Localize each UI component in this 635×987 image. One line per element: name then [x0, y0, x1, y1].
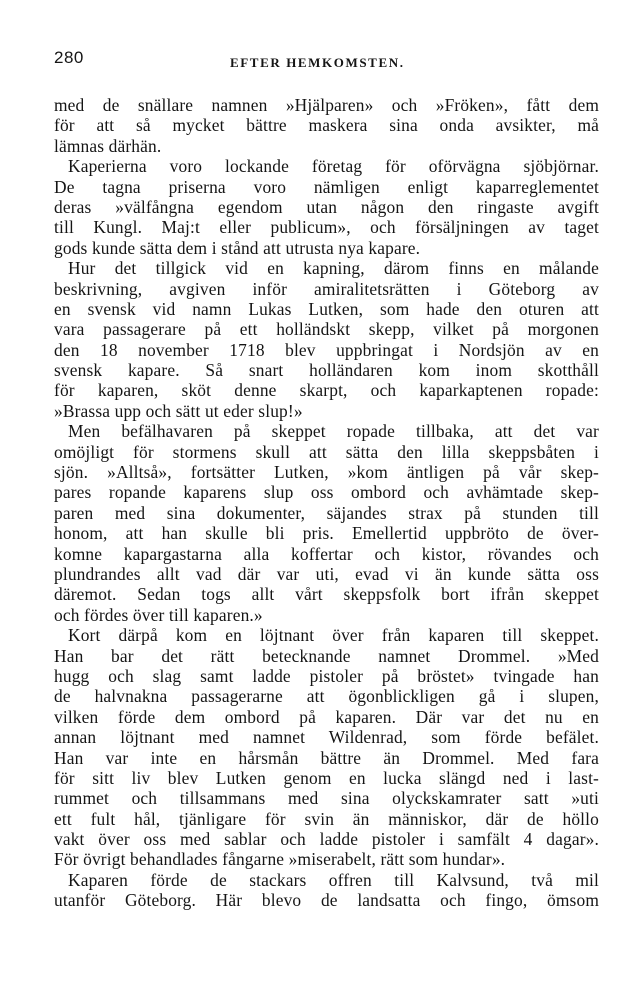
- text-line: beskrivning, avgiven inför amiralitetsrätten i Göteborg av: [54, 278, 599, 299]
- text-line: vara passagerare på ett holländskt skepp, vilket på morgonen: [54, 319, 599, 340]
- text-line: den 18 november 1718 blev uppbringat i Nordsjön av en: [54, 339, 599, 360]
- text-line: »Brassa upp och sätt ut eder slup!»: [54, 400, 303, 421]
- body-text: [54, 95, 599, 911]
- text-line: De tagna priserna voro nämligen enligt kaparreglementet: [54, 176, 599, 197]
- text-line: Kaparen förde de stackars offren till Kalvsund, två mil: [68, 869, 599, 890]
- text-line: sjön. »Alltså», fortsätter Lutken, »kom äntligen på vår skep-: [54, 462, 599, 483]
- text-line: rummet och tillsammans med sina olyckskamrater satt »uti: [54, 788, 599, 809]
- text-line: pares ropande kaparens slup oss ombord och avhämtade skep-: [54, 482, 599, 503]
- text-line: för att så mycket bättre maskera sina onda avsikter, må: [54, 115, 599, 136]
- text-line: Kort därpå kom en löjtnant över från kaparen till skeppet.: [68, 625, 599, 646]
- text-line: Han bar det rätt betecknande namnet Drommel. »Med: [54, 645, 599, 666]
- text-line: Hur det tillgick vid en kapning, därom finns en målande: [68, 258, 599, 279]
- text-line: en svensk vid namn Lukas Lutken, som hade den oturen att: [54, 298, 599, 319]
- text-line: svensk kapare. Så snart holländaren kom inom skotthåll: [54, 360, 599, 381]
- text-line: vakt över oss med sablar och ladde pistoler i samfält 4 dagar».: [54, 829, 599, 850]
- text-line: för kaparen, sköt denne skarpt, och kaparkaptenen ropade:: [54, 380, 599, 401]
- text-line: med de snällare namnen »Hjälparen» och »Fröken», fått dem: [54, 95, 599, 115]
- text-line: deras »välfångna egendom utan någon den ringaste avgift: [54, 196, 599, 217]
- text-line: plundrandes allt vad där var uti, evad vi än kunde sätta oss: [54, 563, 599, 584]
- text-line: Kaperierna voro lockande företag för oförvägna sjöbjörnar.: [68, 156, 599, 177]
- text-line: lämnas därhän.: [54, 135, 162, 156]
- text-line: gods kunde sätta dem i stånd att utrusta nya kapare.: [54, 237, 421, 258]
- running-head: EFTER HEMKOMSTEN.: [230, 55, 405, 70]
- page-header: [54, 48, 599, 74]
- text-line: vilken förde dem ombord på kaparen. Där var det nu en: [54, 706, 599, 727]
- text-line: för sitt liv blev Lutken genom en lucka slängd ned i last-: [54, 767, 599, 788]
- text-line: Men befälhavaren på skeppet ropade tillbaka, att det var: [68, 421, 599, 442]
- text-line: ett fult hål, tjänligare för svin än människor, där de höllo: [54, 808, 599, 829]
- text-line: komne kapargastarna alla koffertar och kistor, rövandes och: [54, 543, 599, 564]
- text-line: hugg och slag samt ladde pistoler på bröstet» tvingade han: [54, 665, 599, 686]
- text-line: de halvnakna passagerarne att ögonblickligen gå i slupen,: [54, 686, 599, 707]
- text-line: paren med sina dokumenter, säjandes strax på stunden till: [54, 502, 599, 523]
- text-line: Han var inte en hårsmån bättre än Drommel. Med fara: [54, 747, 599, 768]
- text-line: honom, att han skulle bli pris. Emellertid uppbröto de över-: [54, 523, 599, 544]
- text-line: annan löjtnant med namnet Wildenrad, som förde befälet.: [54, 727, 599, 748]
- text-line: För övrigt behandlades fångarne »miserabelt, rätt som hundar».: [54, 849, 506, 870]
- text-line: och fördes över till kaparen.»: [54, 604, 263, 625]
- text-line: utanför Göteborg. Här blevo de landsatta och fingo, ömsom: [54, 890, 599, 911]
- page-number: 280: [54, 48, 84, 67]
- text-line: till Kungl. Maj:t eller publicum», och försäljningen av taget: [54, 217, 599, 238]
- text-line: däremot. Sedan togs allt vårt skeppsfolk bort ifrån skeppet: [54, 584, 599, 605]
- text-line: omöjligt för stormens skull att sätta den lilla skeppsbåten i: [54, 441, 599, 462]
